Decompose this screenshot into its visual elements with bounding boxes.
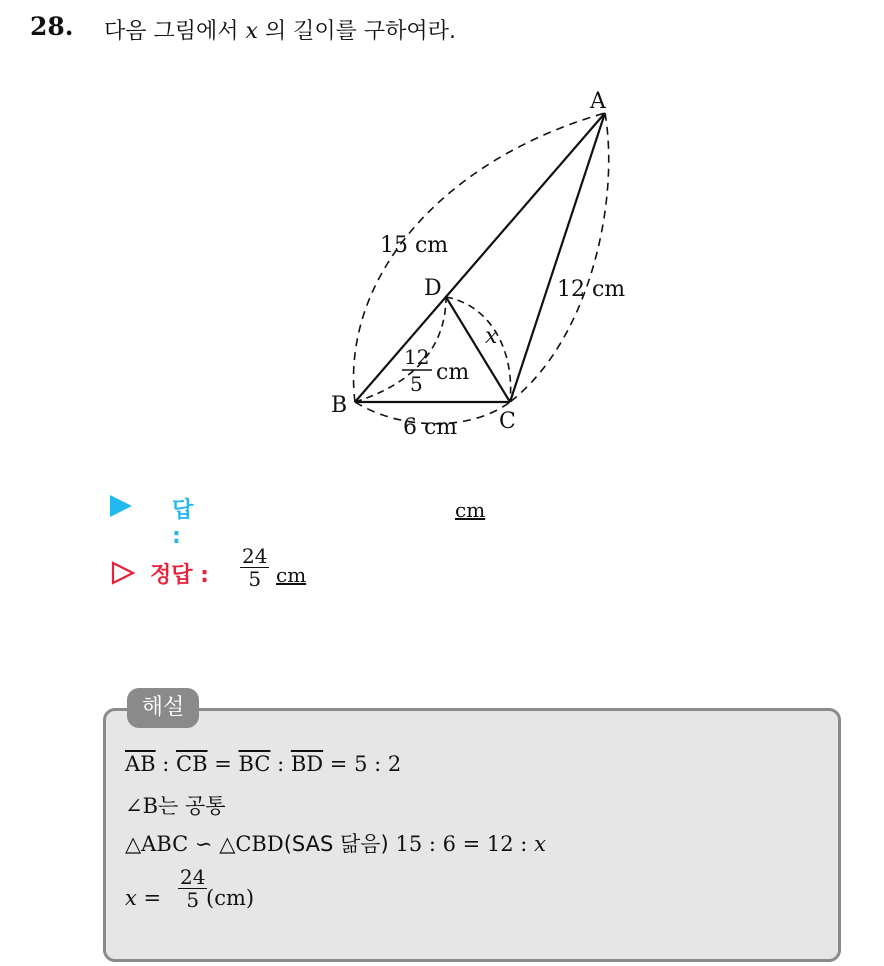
label-ac: 12 cm	[557, 277, 626, 302]
eq-1: =	[207, 752, 239, 776]
label-ab: 15 cm	[380, 233, 449, 258]
triangle-figure	[0, 0, 884, 480]
solution-line-1	[125, 752, 401, 776]
outline-play-icon	[110, 560, 136, 586]
play-icon	[110, 495, 132, 517]
point-b-label: B	[331, 393, 348, 418]
answer-unit: cm	[455, 498, 486, 522]
question-text-after: 의 길이를 구하여라.	[264, 19, 456, 44]
key-denominator: 5	[248, 567, 262, 591]
result-eq: =	[136, 886, 162, 910]
eq-2: =	[323, 752, 355, 776]
seg-ab: $\overline{AB}$	[125, 752, 156, 776]
result-denominator: 5	[186, 888, 200, 912]
solution-line-3	[125, 828, 546, 858]
ratio: 5 : 2	[354, 752, 402, 776]
seg-bc: $\overline{BC}$	[238, 752, 271, 776]
solution-tab: 해설	[127, 688, 199, 728]
answer-row	[110, 495, 194, 549]
angle-b: ∠B	[125, 794, 159, 818]
point-c-label: C	[499, 409, 516, 434]
solution-line-2	[125, 790, 226, 820]
sep-1: :	[155, 752, 177, 776]
key-fraction	[240, 545, 269, 590]
key-numerator: 24	[242, 544, 268, 568]
side-dc	[446, 297, 510, 402]
triangle-cbd: △CBD	[219, 832, 284, 856]
question-number: 28.	[30, 12, 74, 41]
similar-symbol: ∽	[194, 832, 213, 856]
label-dc: x	[485, 324, 498, 349]
common-text: 는 공통	[158, 794, 226, 818]
label-bc: 6 cm	[403, 415, 458, 440]
seg-cb: $\overline{CB}$	[176, 752, 208, 776]
result-unit: (cm)	[206, 886, 255, 910]
proportion-variable: x	[534, 832, 546, 856]
point-a-label: A	[590, 89, 606, 114]
result-variable: x	[125, 886, 137, 910]
seg-bd: $\overline{BD}$	[290, 752, 324, 776]
key-label: 정답 :	[150, 563, 209, 588]
sas-reason: (SAS 닮음)	[283, 832, 389, 856]
triangle-abc: △ABC	[125, 832, 189, 856]
question-text-before: 다음 그림에서	[104, 19, 239, 44]
label-bd-unit: cm	[436, 360, 470, 385]
result-fraction	[178, 866, 207, 911]
sep-2: :	[270, 752, 291, 776]
key-row	[110, 560, 209, 588]
answer-label: 답 :	[172, 498, 194, 549]
question-variable: x	[245, 19, 258, 44]
label-bd-numerator: 12	[404, 345, 430, 369]
result-numerator: 24	[180, 865, 206, 889]
side-ac	[510, 113, 605, 402]
key-unit: cm	[276, 563, 307, 587]
proportion: 15 : 6 = 12 :	[395, 832, 528, 856]
point-d-label: D	[424, 276, 442, 301]
solution-line-4	[125, 886, 161, 910]
label-bd-denominator: 5	[410, 372, 423, 396]
